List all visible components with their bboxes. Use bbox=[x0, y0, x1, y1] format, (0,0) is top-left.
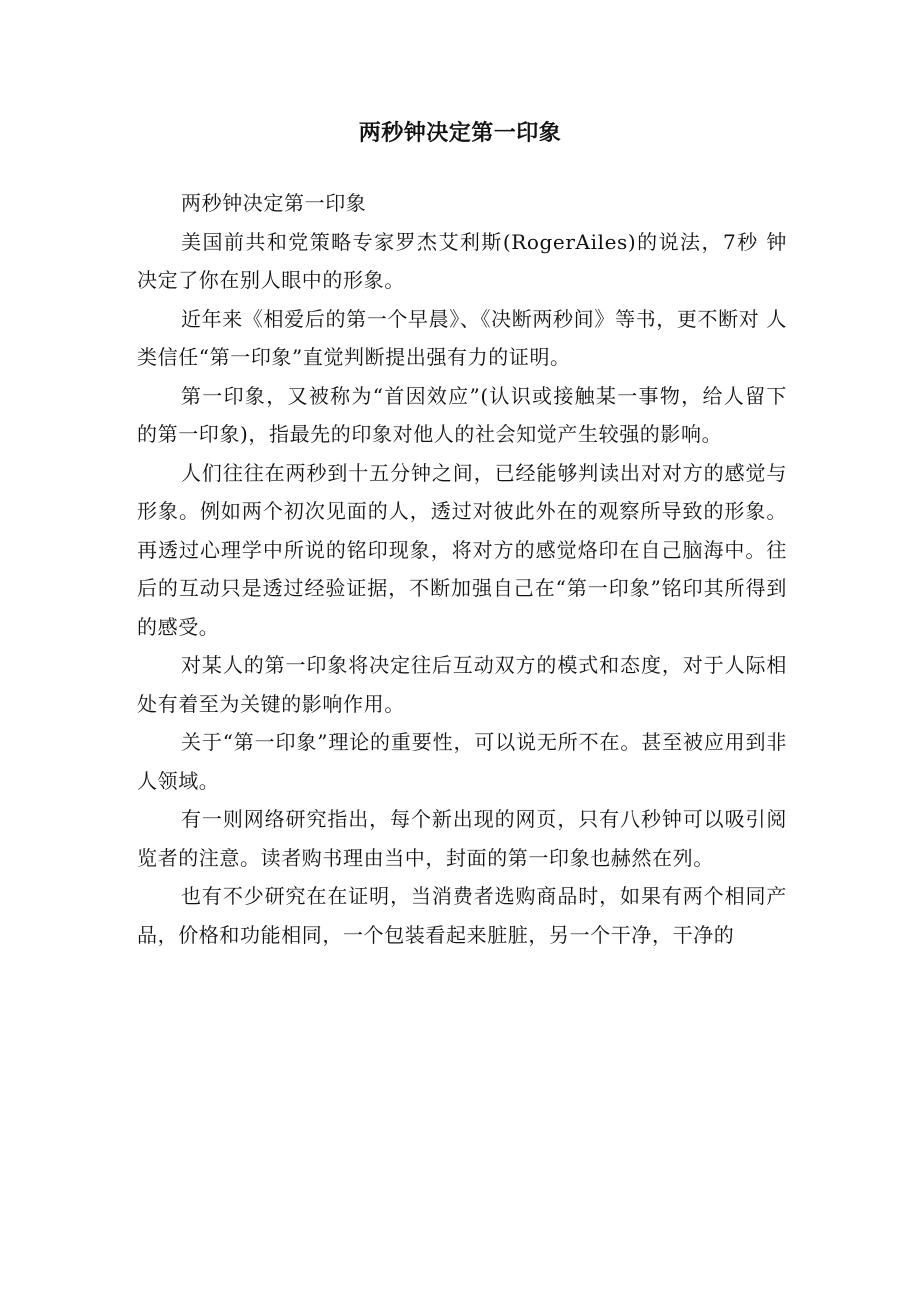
paragraph: 关于“第一印象”理论的重要性，可以说无所不在。甚至被应用到非人领域。 bbox=[137, 730, 787, 793]
paragraph: 近年来《相爱后的第一个早晨》、《决断两秒间》等书，更不断对 人类信任“第一印象”直觉判断提出强有力的证明。 bbox=[137, 306, 787, 369]
paragraph: 人们往往在两秒到十五分钟之间，已经能够判读出对对方的感觉与形象。例如两个初次见面的人，透过对彼此外在的观察所导致的形象。再透过心理学中所说的铭印现象，将对方的感觉烙印在自己脑海中。往后的互动只是透过经验证据，不断加强自己在“第一印象”铭印其所得到的感受。 bbox=[137, 460, 787, 639]
document-body bbox=[137, 184, 787, 954]
document-title: 两秒钟决定第一印象 bbox=[358, 121, 562, 146]
paragraph: 有一则网络研究指出，每个新出现的网页，只有八秒钟可以吸引阅览者的注意。读者购书理由当中，封面的第一印象也赫然在列。 bbox=[137, 807, 787, 870]
paragraph: 也有不少研究在在证明，当消费者选购商品时，如果有两个相同产品，价格和功能相同，一个包装看起来脏脏，另一个干净，干净的 bbox=[137, 884, 787, 947]
paragraph: 对某人的第一印象将决定往后互动双方的模式和态度，对于人际相处有着至为关键的影响作用。 bbox=[137, 653, 787, 716]
paragraph: 两秒钟决定第一印象 bbox=[181, 191, 367, 215]
paragraph: 第一印象，又被称为“首因效应”(认识或接触某一事物，给人留下的第一印象)，指最先的印象对他人的社会知觉产生较强的影响。 bbox=[137, 383, 787, 446]
paragraph: 美国前共和党策略专家罗杰艾利斯(RogerAiles)的说法，7秒 钟决定了你在别人眼中的形象。 bbox=[137, 229, 787, 292]
